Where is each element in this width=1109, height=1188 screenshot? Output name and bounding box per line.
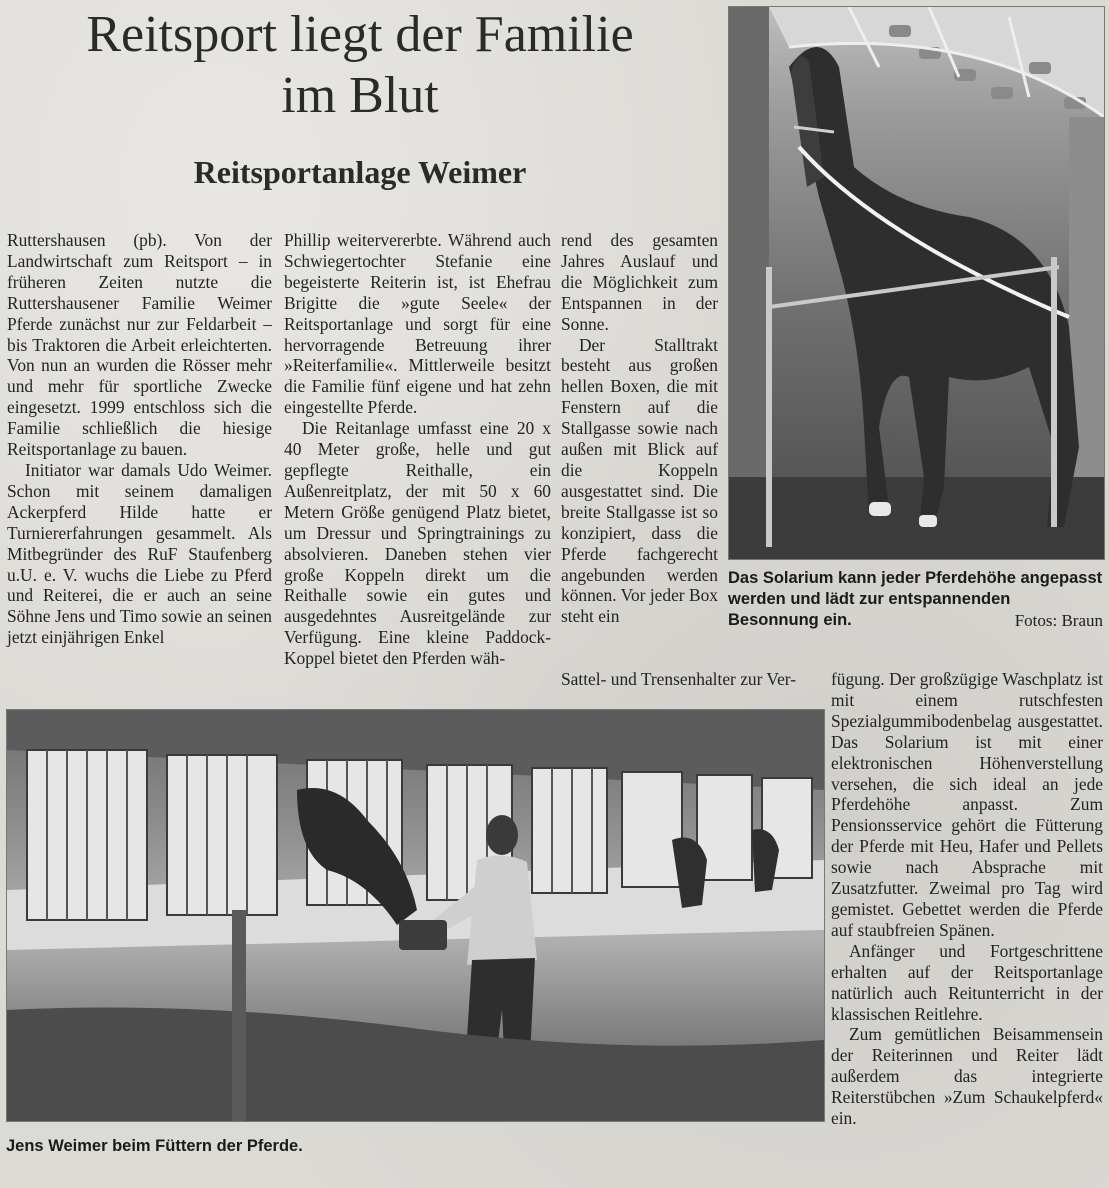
stable-illustration bbox=[7, 710, 824, 1121]
paragraph: Phillip weitervererbte. Während auch Schwiegertochter Stefanie eine begeisterte Reiterin ist, ist Ehefrau Brigitte die »gute Seele« der Reitsportanlage und sorgt für eine hervorragende Betreuung ihrer »Reiterfamilie«. Mittlerweile besitzt die Familie fünf eigene und hat zehn eingestellte Pferde. bbox=[284, 230, 551, 418]
paragraph: fügung. Der großzügige Waschplatz ist mit einem rutschfesten Spezialgummibodenbelag ausgestattet. Das Solarium ist mit einer elektronischen Höhenverstellung versehen, die sich ideal an jede Pferdehöhe anpasst. Zum Pensionsservice gehört die Fütterung der Pferde mit Heu, Hafer und Pellets sowie nach Absprache mit Zusatzfutter. Zweimal pro Tag wird gemistet. Gebettet werden die Pferde auf staubfreien Spänen. bbox=[831, 669, 1103, 940]
article-column-3 bbox=[561, 230, 718, 627]
paragraph: Der Stalltrakt besteht aus großen hellen Boxen, die mit Fenstern auf die Stallgasse sowie nach außen mit Blick auf die Koppeln ausgestattet sind. Die breite Stallgasse ist so konzipiert, dass die Pferde fachgerecht angebunden werden können. Vor jeder Box steht ein bbox=[561, 334, 718, 627]
horse-solarium-photo bbox=[728, 6, 1105, 560]
article-column-3-continuation bbox=[561, 669, 823, 690]
paragraph: Die Reitanlage umfasst eine 20 x 40 Meter große, helle und gut gepflegte Reithalle, ein Außenreitplatz, der mit 50 x 60 Metern Größe genügend Platz bietet, um Dressur und Springtrainings zu absolvieren. Daneben stehen vier große Koppeln direkt um die Reithalle sowie ein gutes und ausgedehntes Ausreitgelände zur Verfügung. Eine kleine Paddock-Koppel bietet den Pferden wäh- bbox=[284, 418, 551, 669]
photo-credit: Fotos: Braun bbox=[1014, 611, 1103, 630]
article-column-1 bbox=[7, 230, 272, 648]
paragraph: Anfänger und Fortgeschrittene erhalten auf der Reitsportanlage natürlich auch Reitunterricht in der klassischen Reitlehre. bbox=[831, 940, 1103, 1024]
subheadline: Reitsportanlage Weimer bbox=[193, 154, 527, 190]
headline-line-2: im Blut bbox=[281, 67, 439, 124]
paragraph: Initiator war damals Udo Weimer. Schon mit seinem damaligen Ackerpferd Hilde hatte er Turniererfahrungen gesammelt. Als Mitbegründer des RuF Staufenberg u.U. e. V. wuchs die Liebe zu Pferd und Reiterei, die er auch an seine Söhne Jens und Timo sowie an seinen jetzt einjährigen Enkel bbox=[7, 459, 272, 648]
horse-photo-caption: Das Solarium kann jeder Pferdehöhe angepasst werden und lädt zur entspannenden Besonnung ein. bbox=[728, 569, 1103, 629]
paragraph: rend des gesamten Jahres Auslauf und die Möglichkeit zum Entspannen in der Sonne. bbox=[561, 230, 718, 334]
article-column-4 bbox=[831, 669, 1103, 1129]
paragraph: Sattel- und Trensenhalter zur Ver- bbox=[561, 669, 797, 689]
horse-solarium-illustration bbox=[729, 7, 1104, 559]
paragraph: Zum gemütlichen Beisammensein der Reiterinnen und Reiter lädt außerdem das integrierte Reiterstübchen »Zum Schaukelpferd« ein. bbox=[831, 1024, 1103, 1129]
headline-line-1: Reitsport liegt der Familie bbox=[86, 6, 634, 63]
headline bbox=[0, 4, 720, 126]
stable-photo bbox=[6, 709, 825, 1122]
article-column-2 bbox=[284, 230, 551, 669]
stable-photo-caption: Jens Weimer beim Füttern der Pferde. bbox=[6, 1137, 303, 1155]
paragraph: Ruttershausen (pb). Von der Landwirtschaft zum Reitsport – in früheren Zeiten nutzte die Ruttershausener Familie Weimer Pferde zunächst nur zur Feldarbeit – bis Traktoren die Arbeit erleichterten. Von nun an wurden die Rösser mehr und mehr für sportliche Zwecke eingesetzt. 1999 entschloss sich die Familie schließlich die hiesige Reitsportanlage zu bauen. bbox=[7, 230, 272, 460]
